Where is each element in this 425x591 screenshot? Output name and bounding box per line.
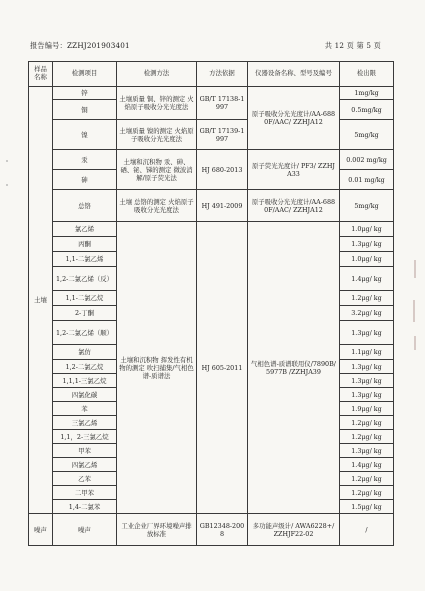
limit-cell: / xyxy=(340,514,394,546)
item-cell: 砷 xyxy=(53,170,117,190)
col-header-limit: 检出限 xyxy=(340,62,394,87)
limit-cell: 1.2μg/ kg xyxy=(340,430,394,444)
item-cell: 噪声 xyxy=(53,514,117,546)
item-cell: 丙酮 xyxy=(53,237,117,252)
col-header-instrument: 仪器设备名称、型号及编号 xyxy=(248,62,340,87)
item-cell: 苯 xyxy=(53,402,117,416)
method-cell: 土壤和沉积物 挥发性有机物的测定 吹扫捕集/气相色谱-质谱法 xyxy=(117,222,197,514)
item-cell: 1,2-二氯乙烯（反） xyxy=(53,267,117,291)
table-row xyxy=(29,190,394,222)
scan-mark xyxy=(414,260,416,278)
scan-mark xyxy=(413,300,415,322)
method-cell: 工业企业厂界环境噪声排放标准 xyxy=(117,514,197,546)
basis-cell: HJ 680-2013 xyxy=(197,150,248,190)
item-cell: 乙苯 xyxy=(53,472,117,486)
instrument-cell: 原子吸收分光光度计/AA-6880F/AAC/ ZZHJA12 xyxy=(248,87,340,150)
item-cell: 汞 xyxy=(53,150,117,170)
basis-cell: GB12348-2008 xyxy=(197,514,248,546)
limit-cell: 1.3μg/ kg xyxy=(340,237,394,252)
instrument-cell: 原子荧光光度计/ PF3/ ZZHJA33 xyxy=(248,150,340,190)
page-info: 共 12 页 第 5 页 xyxy=(324,41,381,50)
limit-cell: 1.4μg/ kg xyxy=(340,267,394,291)
basis-cell: GB/T 17138-1997 xyxy=(197,87,248,120)
limit-cell: 5mg/kg xyxy=(340,190,394,222)
limit-cell: 1.0μg/ kg xyxy=(340,222,394,237)
table-row xyxy=(29,514,394,546)
limit-cell: 1.2μg/ kg xyxy=(340,486,394,500)
limit-cell: 0.5mg/kg xyxy=(340,100,394,120)
test-items-table xyxy=(28,61,394,546)
item-cell: 二甲苯 xyxy=(53,486,117,500)
item-cell: 氯乙烯 xyxy=(53,222,117,237)
item-cell: 甲苯 xyxy=(53,444,117,458)
item-cell: 1,1,1-三氯乙烷 xyxy=(53,374,117,388)
instrument-cell: 多功能声级计/ AWA6228+/ ZZHJF22-02 xyxy=(248,514,340,546)
limit-cell: 0.002 mg/kg xyxy=(340,150,394,170)
item-cell: 1,2-二氯乙烷 xyxy=(53,360,117,374)
instrument-cell: 原子吸收分光光度计/AA-6880F/AAC/ ZZHJA12 xyxy=(248,190,340,222)
limit-cell: 0.01 mg/kg xyxy=(340,170,394,190)
method-cell: 土壤 总铬的测定 火焰原子吸收分光光度法 xyxy=(117,190,197,222)
limit-cell: 1.3μg/ kg xyxy=(340,360,394,374)
item-cell: 1,1，2-三氯乙烷 xyxy=(53,430,117,444)
item-cell: 三氯乙烯 xyxy=(53,416,117,430)
item-cell: 1,4-二氯苯 xyxy=(53,500,117,514)
limit-cell: 1.5μg/ kg xyxy=(340,500,394,514)
limit-cell: 1.2μg/ kg xyxy=(340,416,394,430)
item-cell: 1,2-二氯乙烯（顺） xyxy=(53,321,117,345)
basis-cell: GB/T 17139-1997 xyxy=(197,120,248,150)
item-cell: 总铬 xyxy=(53,190,117,222)
col-header-basis: 方法依据 xyxy=(197,62,248,87)
limit-cell: 1.2μg/ kg xyxy=(340,291,394,306)
method-cell: 土壤和沉积物 汞、砷、硒、铋、锑的测定 微波消解/原子荧光法 xyxy=(117,150,197,190)
item-cell: 1,1-二氯乙烯 xyxy=(53,252,117,267)
report-number: 报告编号：ZZHJ201903401 xyxy=(30,41,130,50)
basis-cell: HJ 491-2009 xyxy=(197,190,248,222)
sample-name-noise: 噪声 xyxy=(29,514,53,546)
limit-cell: 5mg/kg xyxy=(340,120,394,150)
limit-cell: 1.3μg/ kg xyxy=(340,321,394,345)
limit-cell: 1.0μg/ kg xyxy=(340,252,394,267)
item-cell: 1,1-二氯乙烷 xyxy=(53,291,117,306)
item-cell: 四氯乙烯 xyxy=(53,458,117,472)
limit-cell: 3.2μg/ kg xyxy=(340,306,394,321)
limit-cell: 1.1μg/ kg xyxy=(340,345,394,360)
method-cell: 土壤质量 镍的测定 火焰原子吸收分光光度法 xyxy=(117,120,197,150)
table-row xyxy=(29,150,394,170)
scan-dot xyxy=(6,184,8,186)
item-cell: 锌 xyxy=(53,87,117,100)
instrument-cell: 气相色谱-质谱联用仪/7890B/5977B /ZZHJA39 xyxy=(248,222,340,514)
limit-cell: 1.3μg/ kg xyxy=(340,444,394,458)
item-cell: 2-丁酮 xyxy=(53,306,117,321)
item-cell: 氯仿 xyxy=(53,345,117,360)
table-row xyxy=(29,120,394,150)
limit-cell: 1.2μg/ kg xyxy=(340,472,394,486)
col-header-method: 检测方法 xyxy=(117,62,197,87)
table-row xyxy=(29,87,394,100)
col-header-sample: 样品名称 xyxy=(29,62,53,87)
table-header-row xyxy=(29,62,394,87)
limit-cell: 1.4μg/ kg xyxy=(340,458,394,472)
table-row xyxy=(29,222,394,237)
limit-cell: 1.3μg/ kg xyxy=(340,374,394,388)
scan-dot xyxy=(6,160,8,162)
sample-name-soil: 土壤 xyxy=(29,87,53,514)
scan-mark xyxy=(414,336,416,350)
method-cell: 土壤质量 铜、锌的测定 火焰原子吸收分光光度法 xyxy=(117,87,197,120)
item-cell: 铜 xyxy=(53,100,117,120)
limit-cell: 1mg/kg xyxy=(340,87,394,100)
item-cell: 镍 xyxy=(53,120,117,150)
basis-cell: HJ 605-2011 xyxy=(197,222,248,514)
limit-cell: 1.9μg/ kg xyxy=(340,402,394,416)
col-header-item: 检测项目 xyxy=(53,62,117,87)
limit-cell: 1.3μg/ kg xyxy=(340,388,394,402)
item-cell: 四氯化碳 xyxy=(53,388,117,402)
